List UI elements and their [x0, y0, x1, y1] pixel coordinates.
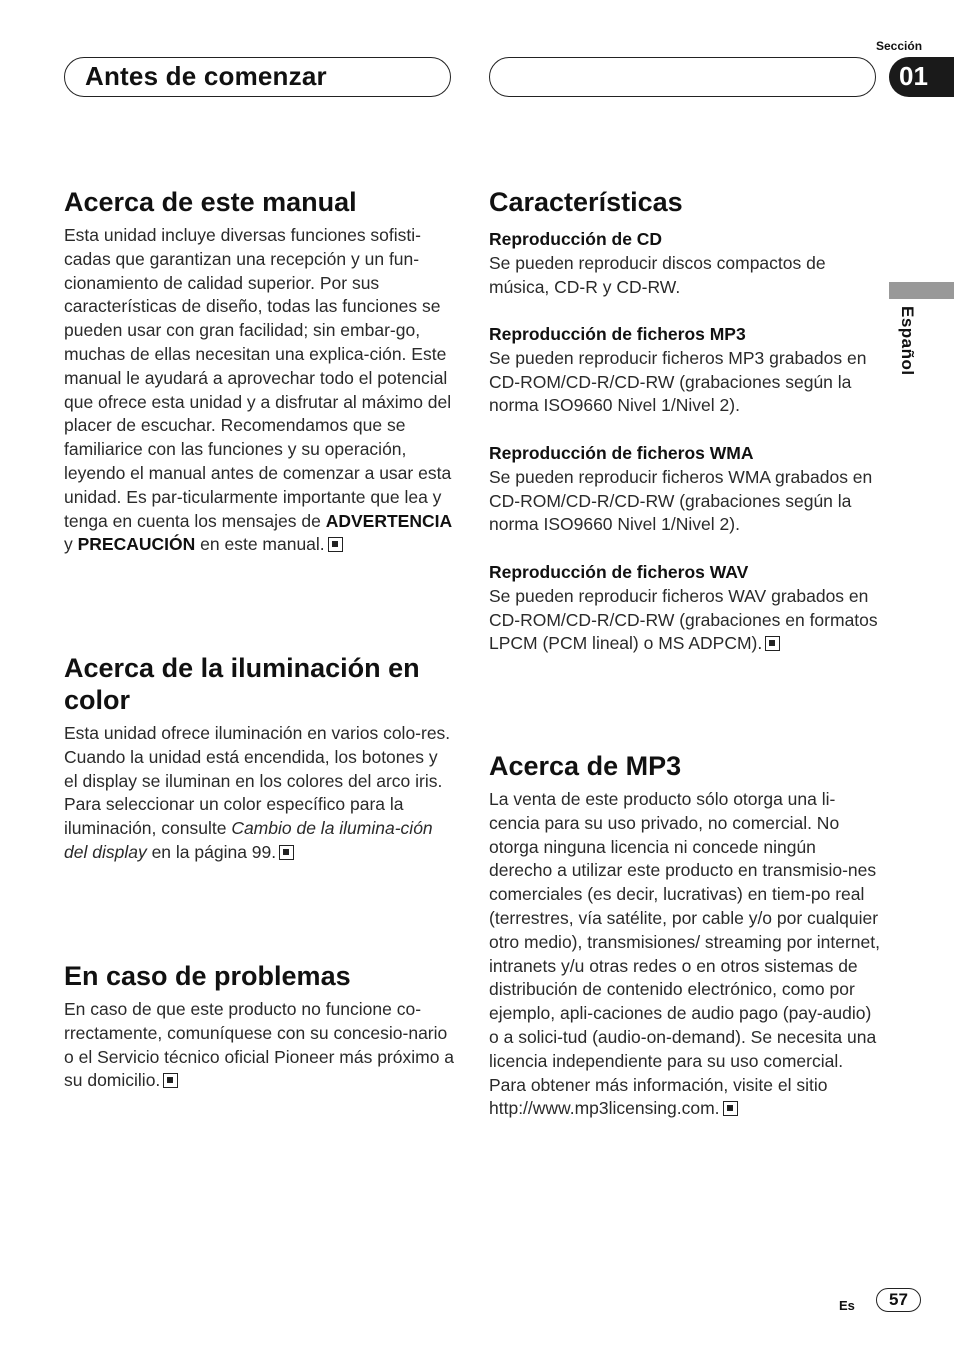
feature-text: [489, 585, 881, 656]
language-tab-bar: [889, 282, 954, 299]
footer-language-code: Es: [839, 1298, 855, 1313]
problems-text: En caso de que este producto no funcione co-rrectamente, comuníquese con su concesio-nario o el Servicio técnico oficial Pioneer más próximo a su domicilio.: [64, 999, 455, 1091]
warning-term: ADVERTENCIA: [325, 510, 453, 531]
paragraph-manual: [64, 224, 456, 557]
feature-subtitle: Reproducción de ficheros WAV: [489, 562, 749, 582]
section-number: 01: [899, 61, 928, 91]
feature-subtitle: Reproducción de CD: [489, 229, 663, 249]
heading-illumination: Acerca de la iluminación en color: [64, 653, 420, 715]
chapter-title-pill: [64, 57, 451, 97]
caution-term: PRECAUCIÓN: [77, 534, 196, 555]
feature-item: [489, 228, 881, 299]
end-of-section-icon: [765, 636, 780, 651]
page-number: 57: [876, 1288, 921, 1312]
section-manual: [64, 186, 456, 557]
paragraph-illumination: [64, 722, 456, 865]
section-features: [489, 186, 881, 218]
illumination-text-1: Esta unidad ofrece iluminación en varios colo-res.: [64, 723, 451, 743]
section-problems: [64, 960, 456, 1093]
end-of-section-icon: [723, 1101, 738, 1116]
feature-subtitle: Reproducción de ficheros WMA: [489, 443, 754, 463]
paragraph-problems: [64, 998, 456, 1093]
section-label: Sección: [876, 39, 923, 53]
feature-subtitle: Reproducción de ficheros MP3: [489, 324, 746, 344]
illumination-text-2: Cuando la unidad está encendida, los botones y el display se iluminan en los colores del arco iris. Para seleccionar un color específico para la iluminación, consulte: [64, 746, 443, 839]
header-empty-pill: [489, 57, 876, 97]
end-of-section-icon: [279, 845, 294, 860]
manual-text-1: Esta unidad incluye diversas funciones sofisti-cadas que garantizan una recepción y un fun-cionamiento de calidad superior. Por sus características de diseño, todas las funciones se pueden usar con gran facilidad; sin embar-go, muchas de ellas necesitan una explica-ción. Este manual le ayudará a aprovechar todo el potencial que ofrece esta unidad y a disfrutar al máximo del placer de escuchar. Recomendamos que se familiarice con las funciones y su operación, leyendo el manual antes de comenzar a usar esta unidad. Es par-ticularmente importante que lea y tenga en cuenta los mensajes de: [64, 225, 452, 531]
feature-item: [489, 442, 881, 537]
feature-item: [489, 323, 881, 418]
mp3-text: La venta de este producto sólo otorga una li-cencia para su uso privado, no comercial. No otorga ninguna licencia ni concede ningún derecho a utilizar este producto en transmisio-nes comerciales (es decir, lucrativas) en tiem-po real (terrestres, vía satélite, por cable y/o por cualquier otro medio), transmisiones/ streaming por internet, intranets y/u otras redes o en otros sistemas de distribución de contenido electrónico, como por ejemplo, apli-caciones de audio pago (pay-audio) o a solici-tud (audio-on-demand). Se necesita una licencia independiente para su uso comercial. Para obtener más información, visite el sitio http://www.mp3licensing.com.: [489, 789, 880, 1119]
heading-mp3: Acerca de MP3: [489, 751, 682, 781]
chapter-title: Antes de comenzar: [85, 61, 327, 91]
paragraph-mp3: [489, 788, 881, 1121]
feature-text: Se pueden reproducir ficheros WMA grabados en CD-ROM/CD-R/CD-RW (grabaciones según la norma ISO9660 Nivel 1/Nivel 2).: [489, 466, 873, 535]
manual-text-3: en este manual.: [195, 534, 325, 555]
illumination-reference: Cambio de la ilumina-ción del display: [64, 818, 433, 862]
end-of-section-icon: [328, 537, 343, 552]
feature-text-content: Se pueden reproducir ficheros WAV grabados en CD-ROM/CD-R/CD-RW (grabaciones en formatos LPCM (PCM lineal) o MS ADPCM).: [489, 585, 878, 654]
feature-item: [489, 561, 881, 656]
heading-manual: Acerca de este manual: [64, 187, 357, 217]
feature-text: Se pueden reproducir discos compactos de música, CD-R y CD-RW.: [489, 252, 826, 297]
illumination-text-3: en la página 99.: [146, 841, 277, 862]
section-illumination: [64, 652, 456, 865]
heading-problems: En caso de problemas: [64, 961, 351, 991]
language-tab-label: Español: [898, 306, 917, 376]
section-tab: [889, 57, 954, 97]
manual-text-2: y: [64, 534, 78, 555]
end-of-section-icon: [163, 1073, 178, 1088]
section-mp3: [489, 750, 881, 1121]
feature-text: Se pueden reproducir ficheros MP3 grabados en CD-ROM/CD-R/CD-RW (grabaciones según la norma ISO9660 Nivel 1/Nivel 2).: [489, 347, 867, 416]
heading-features: Características: [489, 187, 683, 217]
